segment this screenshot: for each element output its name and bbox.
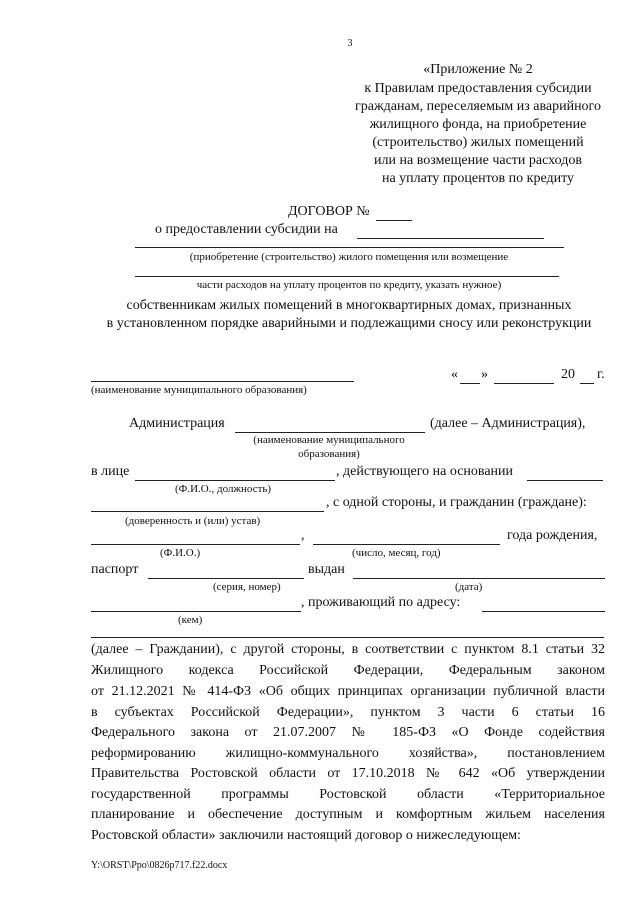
- address-line: [482, 611, 605, 612]
- issued-by-line: [91, 611, 301, 612]
- contract-number-line: [376, 220, 412, 221]
- passport-series-line: [148, 578, 304, 579]
- birth-year-label: года рождения,: [507, 528, 598, 543]
- by-whom-hint: (кем): [178, 614, 203, 626]
- appendix-line: (строительство) жилых помещений: [372, 135, 584, 150]
- body-line: реформированию жилищно-коммунального хозяйства», постановлением: [91, 746, 605, 761]
- subsidy-hint-2: части расходов на уплату процентов по кредиту, указать нужное): [196, 279, 502, 291]
- fio-hint: (Ф.И.О.): [160, 547, 201, 559]
- appendix-line: гражданам, переселяемым из аварийного: [355, 99, 601, 114]
- admin-hint-1: (наименование муниципального: [253, 434, 405, 446]
- basis-line: [527, 480, 603, 481]
- date-short-hint: (дата): [455, 581, 483, 593]
- date-day-line: [460, 383, 480, 384]
- body-line: Федерального закона от 21.07.2007 № 185-ФЗ «О Фонде содействия: [91, 725, 605, 740]
- date-quote-close: »: [481, 367, 488, 382]
- page-number: 3: [347, 38, 353, 49]
- body-line: государственной программы Ростовской области «Территориальное: [91, 787, 605, 802]
- passport-label: паспорт: [91, 562, 139, 577]
- one-side-label: , с одной стороны, и гражданин (граждане):: [326, 495, 587, 510]
- birth-date-line: [313, 544, 500, 545]
- in-person-label: в лице: [91, 464, 130, 479]
- appendix-line: или на возмещение части расходов: [374, 153, 582, 168]
- appendix-line: к Правилам предоставления субсидии: [364, 81, 592, 96]
- representative-line: [135, 480, 335, 481]
- owners-line-1: собственникам жилых помещений в многоквартирных домах, признанных: [126, 298, 572, 313]
- citizen-fio-line: [91, 544, 300, 545]
- subsidy-purpose-line: [357, 238, 544, 239]
- administration-label: Администрация: [129, 416, 225, 431]
- issued-label: выдан: [308, 562, 345, 577]
- owners-line-2: в установленном порядке аварийными и подлежащими сносу или реконструкции: [106, 316, 592, 331]
- footer-file-path: Y:\ORST\Ppo\0826p717.f22.docx: [91, 860, 228, 871]
- administration-suffix: (далее – Администрация),: [430, 416, 586, 431]
- appendix-line: «Приложение № 2: [423, 62, 533, 77]
- appendix-line: на уплату процентов по кредиту: [381, 171, 575, 186]
- administration-name-line: [235, 432, 425, 433]
- body-line: Правительства Ростовской области от 17.10.2018 № 642 «Об утверждении: [91, 766, 605, 781]
- body-line: Жилищного кодекса Российской Федерации, Федеральным законом: [91, 663, 605, 678]
- date-month-line: [494, 383, 554, 384]
- proxy-line: [91, 511, 324, 512]
- date-year-suffix: г.: [597, 367, 605, 382]
- date-quote-open: «: [451, 367, 458, 382]
- acting-basis-label: , действующего на основании: [336, 464, 514, 479]
- subsidy-on-label: о предоставлении субсидии на: [155, 222, 338, 237]
- address-line-2: [91, 637, 604, 638]
- body-line: Ростовской области» заключили настоящий договор о нижеследующем:: [91, 828, 521, 843]
- body-line: от 21.12.2021 № 414-ФЗ «Об общих принципах организации публичной власти: [91, 684, 605, 699]
- date-hint: (число, месяц, год): [352, 547, 441, 559]
- comma: ,: [301, 528, 305, 543]
- subsidy-purpose-line-2: [135, 247, 564, 248]
- body-line: в субъектах Российской Федерации», пунктом 3 части 6 статьи 16: [91, 705, 605, 720]
- appendix-line: жилищного фонда, на приобретение: [369, 117, 587, 132]
- municipality-line: [91, 381, 354, 382]
- body-line: планирование и обеспечение доступным и комфортным жильем населения: [91, 807, 605, 822]
- date-year-prefix: 20: [561, 367, 575, 382]
- residing-label: , проживающий по адресу:: [301, 595, 461, 610]
- municipality-hint: (наименование муниципального образования): [91, 384, 307, 396]
- series-hint: (серия, номер): [213, 581, 281, 593]
- subsidy-purpose-line-3: [135, 276, 559, 277]
- fio-position-hint: (Ф.И.О., должность): [175, 483, 272, 495]
- issued-date-line: [353, 578, 605, 579]
- admin-hint-2: образования): [298, 448, 360, 460]
- subsidy-hint-1: (приобретение (строительство) жилого помещения или возмещение: [189, 251, 509, 263]
- contract-title: ДОГОВОР №: [288, 204, 370, 219]
- body-line: (далее – Граждании), с другой стороны, в соответствии с пунктом 8.1 статьи 32: [91, 642, 605, 657]
- date-year-line: [580, 383, 594, 384]
- proxy-hint: (доверенность и (или) устав): [125, 515, 261, 527]
